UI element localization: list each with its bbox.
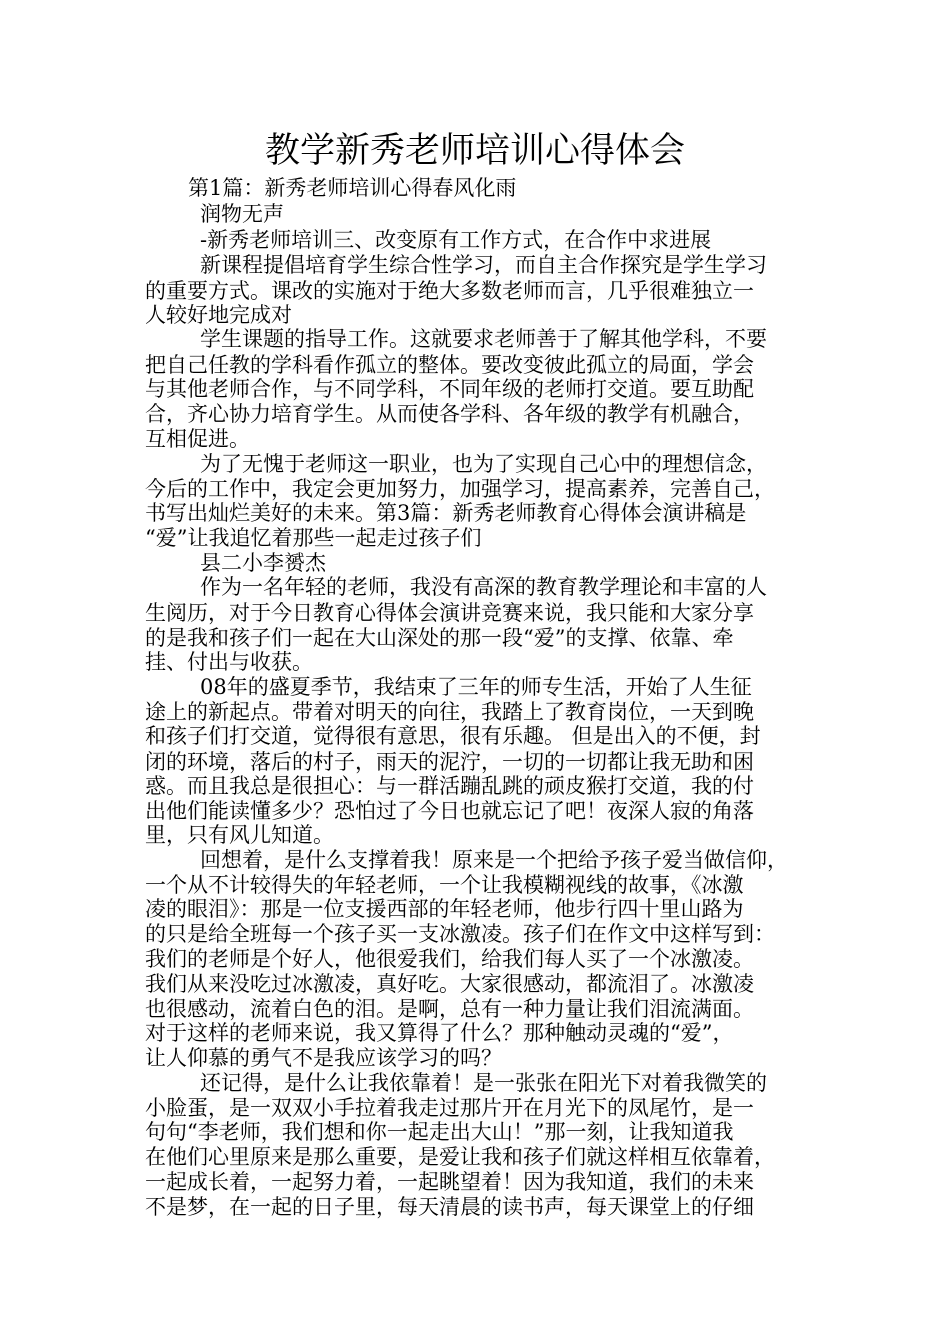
paragraph-line: 让人仰慕的勇气不是我应该学习的吗？ — [145, 1046, 502, 1070]
paragraph-line: 出他们能读懂多少？恐怕过了今日也就忘记了吧！夜深人寂的角落 — [145, 799, 754, 823]
paragraph-line: 闭的环境，落后的村子，雨天的泥泞，一切的一切都让我无助和困 — [145, 750, 754, 774]
paragraph-line: 一起成长着，一起努力着，一起眺望着！因为我知道，我们的未来 — [145, 1170, 754, 1194]
paragraph-line: 对于这样的老师来说，我又算得了什么？那种触动灵魂的“爱”， — [145, 1021, 734, 1045]
heading-line: -新秀老师培训三、改变原有工作方式，在合作中求进展 — [200, 228, 712, 252]
paragraph-line: 也很感动，流着白色的泪。是啊，总有一种力量让我们泪流满面。 — [145, 997, 754, 1021]
paragraph-line: 还记得，是什么让我依靠着！是一张张在阳光下对着我微笑的 — [200, 1071, 767, 1095]
paragraph-line: 我们从来没吃过冰激凌，真好吃。大家很感动，都流泪了。冰激凌 — [145, 972, 754, 996]
author-line: 县二小李赟杰 — [200, 551, 326, 575]
paragraph-line: 我们的老师是个好人，他很爱我们，给我们每人买了一个冰激凌。 — [145, 947, 754, 971]
heading-line: 第1篇：新秀老师培训心得春风化雨 — [188, 176, 517, 200]
paragraph-line: 不是梦，在一起的日子里，每天清晨的读书声，每天课堂上的仔细 — [145, 1195, 754, 1219]
paragraph-line: 与其他老师合作，与不同学科，不同年级的老师打交道。要互助配 — [145, 377, 754, 401]
heading-line: 润物无声 — [200, 202, 284, 226]
paragraph-line: 今后的工作中，我定会更加努力，加强学习，提高素养，完善自己， — [145, 477, 775, 501]
paragraph-line: “爱”让我追忆着那些一起走过孩子们 — [145, 526, 482, 550]
paragraph-line: 的是我和孩子们一起在大山深处的那一段“爱”的支撑、依靠、牵 — [145, 626, 734, 650]
paragraph-line: 作为一名年轻的老师，我没有高深的教育教学理论和丰富的人 — [200, 575, 767, 599]
paragraph-line: 合，齐心协力培育学生。从而使各学科、各年级的教学有机融合， — [145, 402, 754, 426]
paragraph-line: 为了无愧于老师这一职业，也为了实现自己心中的理想信念， — [200, 452, 767, 476]
paragraph-line: 凌的眼泪》：那是一位支援西部的年轻老师，他步行四十里山路为 — [145, 897, 744, 921]
paragraph-line: 学生课题的指导工作。这就要求老师善于了解其他学科，不要 — [200, 327, 767, 351]
paragraph-line: 和孩子们打交道，觉得很有意思，很有乐趣。 但是出入的不便，封 — [145, 724, 761, 748]
paragraph-line: 书写出灿烂美好的未来。第3篇：新秀老师教育心得体会演讲稿是 — [145, 501, 747, 525]
paragraph-line: 人较好地完成对 — [145, 303, 292, 327]
paragraph-line: 08年的盛夏季节，我结束了三年的师专生活，开始了人生征 — [200, 675, 752, 699]
paragraph-line: 新课程提倡培育学生综合性学习，而自主合作探究是学生学习 — [200, 253, 767, 277]
paragraph-line: 回想着，是什么支撑着我！原来是一个把给予孩子爱当做信仰， — [200, 848, 788, 872]
paragraph-line: 挂、付出与收获。 — [145, 650, 313, 674]
paragraph-line: 一个从不计较得失的年轻老师，一个让我模糊视线的故事，《冰激 — [145, 873, 744, 897]
paragraph-line: 的只是给全班每一个孩子买一支冰激凌。孩子们在作文中这样写到： — [145, 922, 775, 946]
paragraph-line: 小脸蛋，是一双双小手拉着我走过那片开在月光下的凤尾竹，是一 — [145, 1096, 754, 1120]
paragraph-line: 互相促进。 — [145, 427, 250, 451]
paragraph-line: 途上的新起点。带着对明天的向往，我踏上了教育岗位，一天到晚 — [145, 700, 754, 724]
paragraph-line: 生阅历，对于今日教育心得体会演讲竞赛来说，我只能和大家分享 — [145, 601, 754, 625]
paragraph-line: 在他们心里原来是那么重要，是爱让我和孩子们就这样相互依靠着， — [145, 1145, 775, 1169]
paragraph-line: 把自己任教的学科看作孤立的整体。要改变彼此孤立的局面，学会 — [145, 353, 754, 377]
paragraph-line: 的重要方式。课改的实施对于绝大多数老师而言，几乎很难独立一 — [145, 279, 754, 303]
document-title: 教学新秀老师培训心得体会 — [264, 131, 685, 171]
paragraph-line: 句句“李老师，我们想和你一起走出大山！”那一刻，让我知道我 — [145, 1120, 734, 1144]
paragraph-line: 里，只有风儿知道。 — [145, 823, 334, 847]
paragraph-line: 惑。而且我总是很担心：与一群活蹦乱跳的顽皮猴打交道，我的付 — [145, 774, 754, 798]
